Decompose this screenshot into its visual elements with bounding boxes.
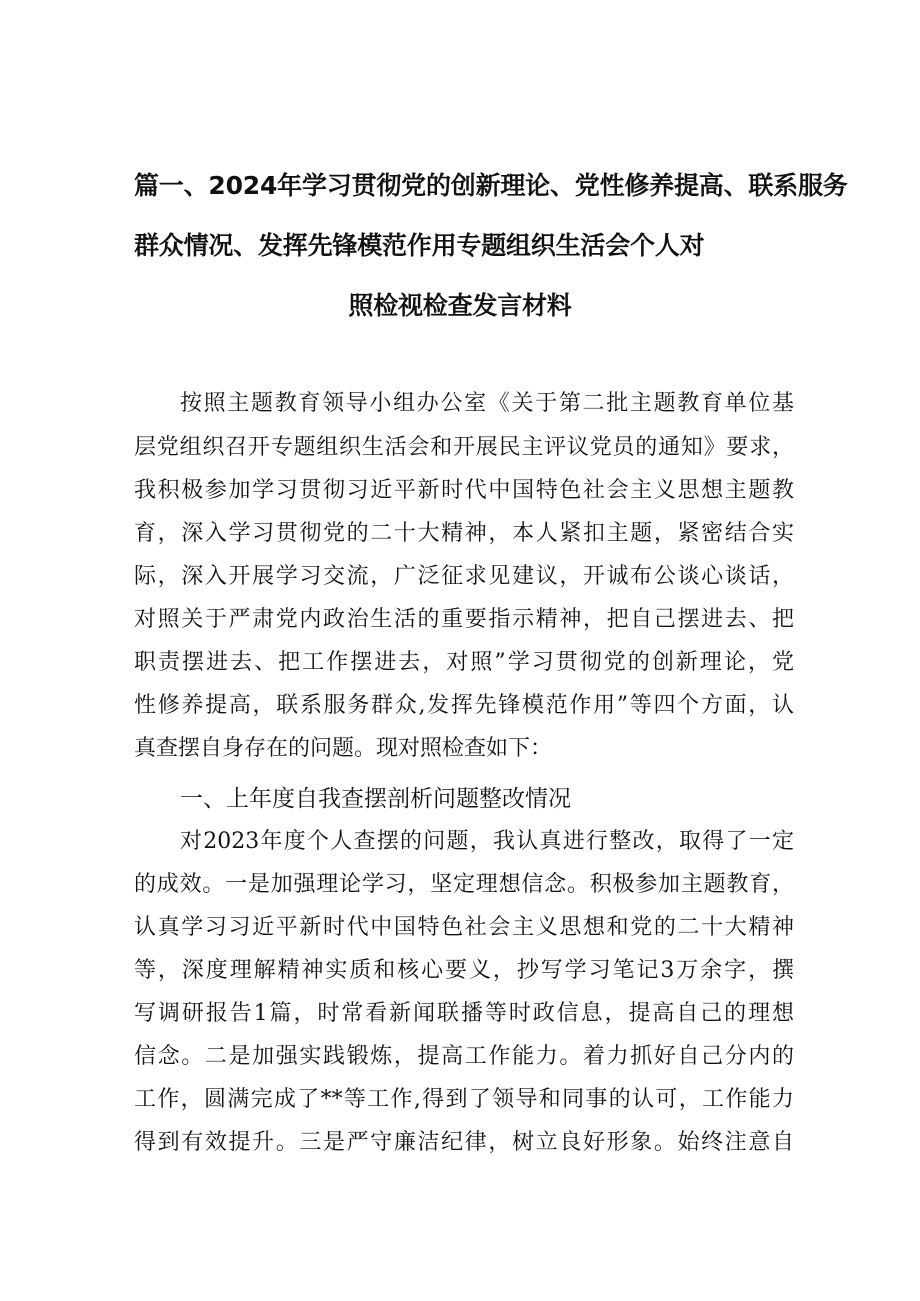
intro-paragraph-line: 育，深入学习贯彻党的二十大精神，本人紧扣主题，紧密结合实: [134, 521, 794, 546]
document-title-line-2: 群众情况、发挥先锋模范作用专题组织生活会个人对: [134, 231, 705, 260]
intro-paragraph-line: 层党组织召开专题组织生活会和开展民主评议党员的通知》要求，: [134, 435, 794, 460]
intro-paragraph-line: 按照主题教育领导小组办公室《关于第二批主题教育单位基: [180, 391, 794, 416]
document-title-line-3: 照检视检查发言材料: [348, 291, 572, 320]
section-paragraph-line: 写调研报告1篇，时常看新闻联播等时政信息，提高自己的理想: [134, 1001, 794, 1026]
section-paragraph-line: 等，深度理解精神实质和核心要义，抄写学习笔记3万余字，撰: [134, 958, 794, 983]
intro-paragraph-line: 真查摆自身存在的问题。现对照检查如下：: [134, 736, 553, 761]
section-paragraph-line: 得到有效提升。三是严守廉洁纪律，树立良好形象。始终注意自: [134, 1130, 794, 1155]
section-paragraph-line: 认真学习习近平新时代中国特色社会主义思想和党的二十大精神: [134, 915, 794, 940]
intro-paragraph-line: 职责摆进去、把工作摆进去，对照”学习贯彻党的创新理论，党: [134, 650, 794, 675]
intro-paragraph-line: 性修养提高，联系服务群众,发挥先锋模范作用”等四个方面，认: [134, 693, 794, 718]
section-heading: 一、上年度自我查摆剖析问题整改情况: [180, 786, 571, 812]
section-paragraph-line: 的成效。一是加强理论学习，坚定理想信念。积极参加主题教育，: [134, 872, 794, 897]
intro-paragraph-line: 对照关于严肃党内政治生活的重要指示精神，把自己摆进去、把: [134, 607, 794, 632]
section-paragraph-line: 对2023年度个人查摆的问题，我认真进行整改，取得了一定: [180, 829, 794, 854]
document-title-line-1: 篇一、2024年学习贯彻党的创新理论、党性修养提高、联系服务: [134, 171, 848, 200]
section-paragraph-line: 工作，圆满完成了**等工作,得到了领导和同事的认可，工作能力: [134, 1087, 794, 1112]
section-paragraph-line: 信念。二是加强实践锻炼，提高工作能力。着力抓好自己分内的: [134, 1044, 794, 1069]
intro-paragraph-line: 际，深入开展学习交流，广泛征求见建议，开诚布公谈心谈话，: [134, 564, 794, 589]
intro-paragraph-line: 我积极参加学习贯彻习近平新时代中国特色社会主义思想主题教: [134, 478, 794, 503]
